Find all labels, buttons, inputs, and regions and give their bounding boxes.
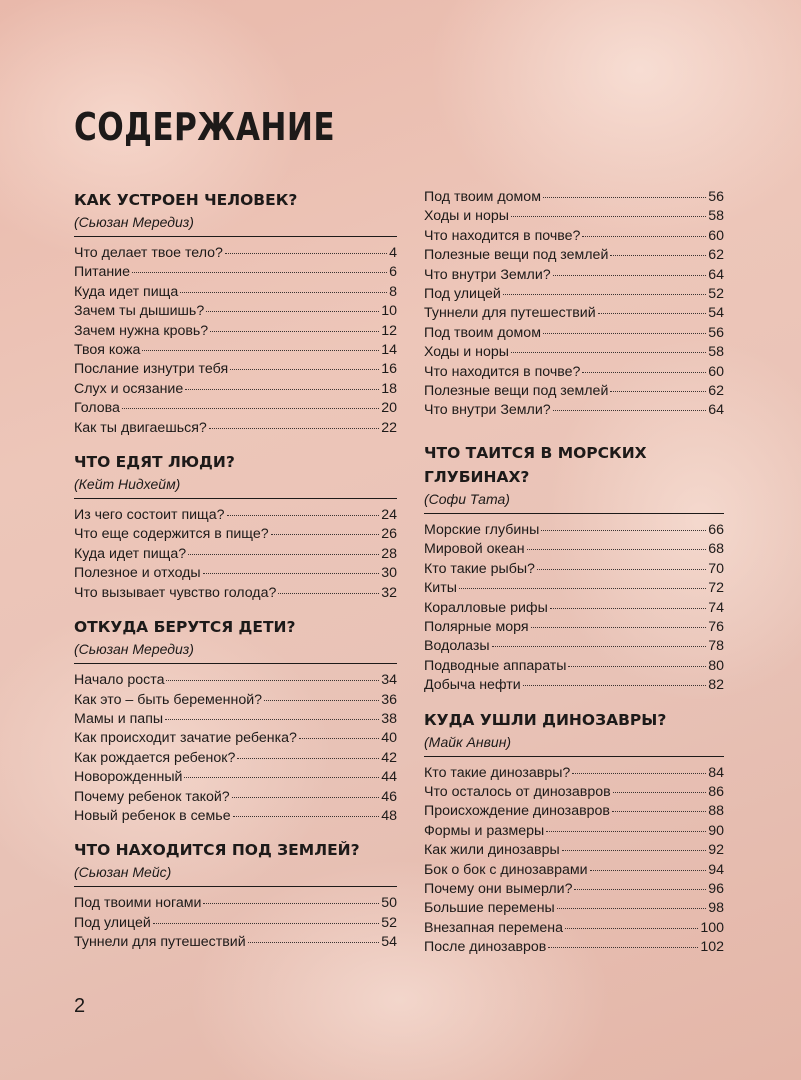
toc-entry[interactable] (74, 283, 397, 302)
toc-entry-page: 52 (381, 914, 397, 931)
section-entries (74, 894, 397, 952)
toc-entry[interactable] (74, 322, 397, 341)
toc-entry-label: Что делает твое тело? (74, 245, 223, 261)
toc-entry-label: Как это – быть беременной? (74, 691, 263, 708)
toc-entry-page: 62 (708, 247, 724, 264)
toc-entry[interactable] (424, 207, 724, 226)
dot-leader (541, 530, 706, 531)
toc-entry-label: Внезапная перемена (424, 919, 564, 936)
toc-entry-label: Под твоим домом (424, 324, 541, 341)
toc-entry-page: 72 (708, 580, 724, 597)
dot-leader (582, 372, 706, 373)
dot-leader (572, 773, 706, 774)
dot-leader (543, 197, 706, 198)
toc-entry[interactable] (74, 894, 397, 913)
continuation-entries (424, 188, 724, 421)
toc-entry-page: 12 (381, 322, 397, 339)
toc-entry[interactable] (424, 618, 724, 637)
toc-entry[interactable] (74, 933, 397, 952)
dot-leader (613, 792, 707, 793)
toc-entry[interactable] (424, 521, 724, 540)
toc-entry-page: 34 (381, 672, 397, 689)
dot-leader (492, 646, 707, 647)
toc-entry-label: Бок о бок с динозаврами (424, 861, 588, 878)
toc-entry-page: 56 (708, 324, 724, 341)
toc-entry[interactable] (74, 525, 397, 544)
toc-entry-page: 98 (708, 900, 724, 917)
toc-entry[interactable] (74, 729, 397, 748)
section-heading[interactable]: ЧТО НАХОДИТСЯ ПОД ЗЕМЛЕЙ? (74, 841, 360, 860)
toc-entry-label: Под твоим домом (424, 189, 541, 205)
toc-entry[interactable] (74, 807, 397, 826)
dot-leader (153, 923, 379, 924)
toc-entry-page: 82 (708, 677, 724, 694)
toc-entry-label: Что осталось от динозавров (424, 783, 611, 800)
dot-leader (557, 908, 706, 909)
toc-entry[interactable] (424, 822, 724, 841)
toc-section (74, 838, 397, 952)
toc-entry[interactable] (424, 637, 724, 656)
dot-leader (565, 928, 698, 929)
dot-leader (503, 294, 706, 295)
dot-leader (511, 216, 706, 217)
toc-entry[interactable] (424, 919, 724, 938)
dot-leader (185, 389, 379, 390)
dot-leader (546, 831, 706, 832)
dot-leader (203, 573, 380, 574)
toc-entry[interactable] (424, 363, 724, 382)
toc-entry-page: 52 (708, 286, 724, 303)
toc-entry-label: Почему они вымерли? (424, 880, 573, 897)
toc-entry-page: 4 (389, 245, 397, 261)
dot-leader (537, 569, 706, 570)
section-heading[interactable]: КАК УСТРОЕН ЧЕЛОВЕК? (74, 191, 298, 209)
toc-left-column (74, 188, 397, 965)
toc-entry[interactable] (424, 861, 724, 880)
dot-leader (188, 554, 379, 555)
toc-entry-page: 38 (381, 710, 397, 727)
toc-entry-page: 84 (708, 764, 724, 781)
toc-entry[interactable] (424, 227, 724, 246)
toc-entry-page: 36 (381, 691, 397, 708)
dot-leader (610, 255, 706, 256)
dot-leader (210, 331, 379, 332)
toc-entry-label: Ходы и норы (424, 344, 509, 361)
toc-entry-page: 10 (381, 303, 397, 320)
toc-entry-page: 22 (381, 419, 397, 436)
toc-entry-label: Что вызывает чувство голода? (74, 584, 277, 601)
toc-entry[interactable] (74, 671, 397, 690)
toc-entry[interactable] (424, 657, 724, 676)
toc-entry[interactable] (424, 266, 724, 285)
toc-entry-page: 6 (389, 264, 397, 281)
toc-entry-label: Что внутри Земли? (424, 266, 551, 283)
dot-leader (271, 534, 380, 535)
toc-entry-label: Ходы и норы (424, 208, 509, 225)
section-author: (Сьюзан Мередиз) (74, 212, 397, 237)
toc-entry-page: 68 (708, 541, 724, 558)
toc-entry[interactable] (74, 768, 397, 787)
toc-entry-label: Кто такие рыбы? (424, 560, 535, 577)
toc-entry-label: Новорожденный (74, 769, 183, 786)
toc-entry[interactable] (424, 246, 724, 265)
toc-entry-label: Морские глубины (424, 521, 540, 538)
toc-entry[interactable] (74, 788, 397, 807)
toc-right-column (424, 188, 724, 970)
toc-entry-label: Под твоими ногами (74, 895, 202, 912)
section-heading[interactable]: ОТКУДА БЕРУТСЯ ДЕТИ? (74, 618, 296, 637)
toc-entry-page: 32 (381, 584, 397, 601)
toc-entry-label: Твоя кожа (74, 342, 141, 359)
section-entries (74, 671, 397, 826)
toc-section (424, 441, 724, 696)
toc-entry-page: 16 (381, 361, 397, 378)
toc-entry-label: Происхождение динозавров (424, 803, 610, 820)
dot-leader (232, 797, 380, 798)
dot-leader (248, 942, 380, 943)
dot-leader (553, 275, 707, 276)
toc-entry-page: 88 (708, 803, 724, 820)
toc-entry[interactable] (74, 263, 397, 282)
dot-leader (237, 758, 379, 759)
toc-entry-page: 80 (708, 657, 724, 674)
toc-entry-page: 18 (381, 380, 397, 397)
toc-entry-label: Как жили динозавры (424, 842, 560, 859)
toc-entry[interactable] (74, 710, 397, 729)
toc-section (424, 708, 724, 958)
toc-entry[interactable] (424, 324, 724, 343)
dot-leader (230, 369, 379, 370)
section-author: (Майк Анвин) (424, 732, 724, 757)
toc-entry-page: 76 (708, 618, 724, 635)
toc-section (74, 450, 397, 603)
toc-entry-page: 54 (381, 934, 397, 951)
section-heading[interactable]: КУДА УШЛИ ДИНОЗАВРЫ? (424, 710, 667, 729)
toc-entry-page: 8 (389, 283, 397, 300)
toc-entry-label: Полезные вещи под землей (424, 247, 609, 264)
toc-entry-page: 24 (381, 507, 397, 524)
toc-entry-label: Что внутри Земли? (424, 402, 551, 419)
dot-leader (184, 777, 379, 778)
toc-entry-page: 78 (708, 638, 724, 655)
dot-leader (523, 685, 707, 686)
section-author: (Сьюзан Мередиз) (74, 639, 397, 664)
dot-leader (543, 333, 706, 334)
dot-leader (511, 352, 706, 353)
toc-entry-label: Куда идет пища? (74, 545, 187, 562)
dot-leader (610, 391, 706, 392)
toc-entry-label: Новый ребенок в семье (74, 807, 231, 824)
dot-leader (203, 903, 379, 904)
toc-entry-label: Мамы и папы (74, 710, 164, 727)
toc-entry[interactable] (74, 360, 397, 379)
toc-entry-page: 100 (700, 919, 724, 936)
toc-entry-page: 54 (708, 305, 724, 322)
dot-leader (122, 408, 379, 409)
toc-entry[interactable] (424, 343, 724, 362)
dot-leader (225, 253, 387, 254)
page-title: СОДЕРЖАНИЕ (74, 105, 336, 149)
dot-leader (612, 811, 706, 812)
toc-entry-label: Мировой океан (424, 541, 525, 558)
toc-entry[interactable] (424, 599, 724, 618)
toc-entry[interactable] (424, 783, 724, 802)
page-number: 2 (74, 995, 86, 1017)
toc-entry[interactable] (424, 285, 724, 304)
toc-entry-page: 40 (381, 730, 397, 747)
toc-entry[interactable] (424, 938, 724, 957)
toc-entry-page: 92 (708, 842, 724, 859)
section-entries (424, 521, 724, 696)
toc-entry-page: 60 (708, 227, 724, 244)
section-author: (Сьюзан Мейс) (74, 862, 397, 887)
dot-leader (206, 311, 379, 312)
toc-entry-page: 28 (381, 545, 397, 562)
toc-entry-page: 20 (381, 400, 397, 417)
toc-entry-page: 14 (381, 342, 397, 359)
toc-entry-label: Зачем ты дышишь? (74, 303, 205, 320)
toc-entry-label: Подводные аппараты (424, 657, 567, 674)
toc-entry-page: 46 (381, 788, 397, 805)
toc-entry[interactable] (74, 302, 397, 321)
toc-entry-page: 44 (381, 769, 397, 786)
toc-entry-page: 96 (708, 880, 724, 897)
dot-leader (165, 719, 379, 720)
toc-entry-page: 70 (708, 560, 724, 577)
toc-entry-label: Начало роста (74, 672, 165, 689)
toc-entry[interactable] (74, 399, 397, 418)
section-heading[interactable]: ЧТО ЕДЯТ ЛЮДИ? (74, 453, 235, 472)
toc-entry-label: Полярные моря (424, 618, 529, 635)
dot-leader (598, 313, 707, 314)
dot-leader (142, 350, 379, 351)
toc-entry[interactable] (424, 540, 724, 559)
toc-entry-label: Слух и осязание (74, 380, 184, 397)
toc-entry[interactable] (74, 244, 397, 263)
toc-entry-label: Питание (74, 264, 131, 281)
section-entries (74, 244, 397, 438)
toc-entry[interactable] (74, 749, 397, 768)
toc-entry[interactable] (74, 419, 397, 438)
dot-leader (548, 947, 698, 948)
dot-leader (264, 700, 379, 701)
dot-leader (553, 410, 707, 411)
toc-entry-label: Куда идет пища (74, 283, 179, 300)
dot-leader (209, 428, 379, 429)
toc-entry-label: Что еще содержится в пище? (74, 526, 269, 543)
dot-leader (459, 588, 706, 589)
toc-entry-page: 30 (381, 565, 397, 582)
toc-entry[interactable] (424, 188, 724, 207)
toc-entry[interactable] (74, 691, 397, 710)
toc-entry[interactable] (74, 545, 397, 564)
toc-entry-page: 48 (381, 807, 397, 824)
toc-entry[interactable] (74, 506, 397, 525)
toc-entry[interactable] (74, 914, 397, 933)
dot-leader (531, 627, 707, 628)
toc-entry[interactable] (74, 341, 397, 360)
toc-entry-label: Туннели для путешествий (424, 305, 596, 322)
dot-leader (166, 680, 379, 681)
toc-entry[interactable] (424, 880, 724, 899)
toc-entry-page: 64 (708, 266, 724, 283)
toc-entry-page: 66 (708, 521, 724, 538)
toc-entry-label: Киты (424, 580, 457, 597)
dot-leader (574, 889, 706, 890)
dot-leader (590, 870, 707, 871)
toc-entry-label: Коралловые рифы (424, 599, 548, 616)
toc-entry[interactable] (424, 560, 724, 579)
toc-entry-label: Под улицей (74, 914, 151, 931)
toc-entry-label: Из чего состоит пища? (74, 507, 225, 524)
toc-entry-label: Под улицей (424, 286, 501, 303)
dot-leader (582, 236, 706, 237)
toc-entry-page: 58 (708, 344, 724, 361)
toc-entry-label: Кто такие динозавры? (424, 764, 571, 781)
toc-entry-label: Формы и размеры (424, 822, 545, 839)
dot-leader (233, 816, 380, 817)
toc-entry[interactable] (74, 584, 397, 603)
toc-entry-label: После динозавров (424, 939, 547, 956)
toc-entry[interactable] (424, 304, 724, 323)
toc-entry-page: 26 (381, 526, 397, 543)
toc-entry[interactable] (424, 382, 724, 401)
toc-entry-page: 56 (708, 189, 724, 205)
toc-entry-label: Послание изнутри тебя (74, 361, 229, 378)
toc-entry-page: 50 (381, 895, 397, 912)
toc-section (74, 615, 397, 826)
section-heading[interactable]: ЧТО ТАИТСЯ В МОРСКИХ ГЛУБИНАХ? (424, 443, 647, 486)
dot-leader (132, 272, 387, 273)
toc-entry[interactable] (424, 579, 724, 598)
toc-entry-page: 90 (708, 822, 724, 839)
toc-entry-page: 94 (708, 861, 724, 878)
toc-section (74, 188, 397, 438)
section-entries (74, 506, 397, 603)
toc-entry-label: Что находится в почве? (424, 227, 581, 244)
toc-entry-page: 102 (700, 939, 724, 956)
toc-entry-label: Большие перемены (424, 900, 555, 917)
toc-entry-label: Как рождается ребенок? (74, 749, 236, 766)
toc-entry-label: Добыча нефти (424, 677, 521, 694)
toc-entry-label: Голова (74, 400, 120, 417)
dot-leader (568, 666, 706, 667)
dot-leader (299, 738, 379, 739)
toc-entry-page: 64 (708, 402, 724, 419)
section-author: (Софи Тата) (424, 489, 724, 514)
dot-leader (278, 593, 379, 594)
toc-entry-label: Как ты двигаешься? (74, 419, 207, 436)
toc-entry[interactable] (424, 764, 724, 783)
toc-entry-page: 74 (708, 599, 724, 616)
toc-entry[interactable] (74, 564, 397, 583)
section-entries (424, 764, 724, 958)
toc-entry[interactable] (424, 676, 724, 695)
toc-entry-label: Полезное и отходы (74, 565, 201, 582)
toc-entry[interactable] (424, 899, 724, 918)
toc-entry[interactable] (424, 841, 724, 860)
toc-entry-label: Что находится в почве? (424, 363, 581, 380)
toc-entry-label: Полезные вещи под землей (424, 383, 609, 400)
dot-leader (562, 850, 707, 851)
toc-entry-page: 86 (708, 783, 724, 800)
toc-entry[interactable] (424, 401, 724, 420)
dot-leader (180, 292, 387, 293)
dot-leader (227, 515, 380, 516)
toc-entry[interactable] (424, 802, 724, 821)
section-author: (Кейт Нидхейм) (74, 474, 397, 499)
toc-entry-label: Почему ребенок такой? (74, 788, 230, 805)
toc-entry-page: 62 (708, 383, 724, 400)
toc-entry-page: 42 (381, 749, 397, 766)
toc-entry-label: Туннели для путешествий (74, 934, 246, 951)
toc-entry[interactable] (74, 380, 397, 399)
toc-entry-label: Зачем нужна кровь? (74, 322, 209, 339)
dot-leader (527, 549, 707, 550)
dot-leader (550, 608, 706, 609)
toc-entry-label: Водолазы (424, 638, 490, 655)
toc-entry-page: 58 (708, 208, 724, 225)
toc-entry-label: Как происходит зачатие ребенка? (74, 730, 297, 747)
toc-entry-page: 60 (708, 363, 724, 380)
